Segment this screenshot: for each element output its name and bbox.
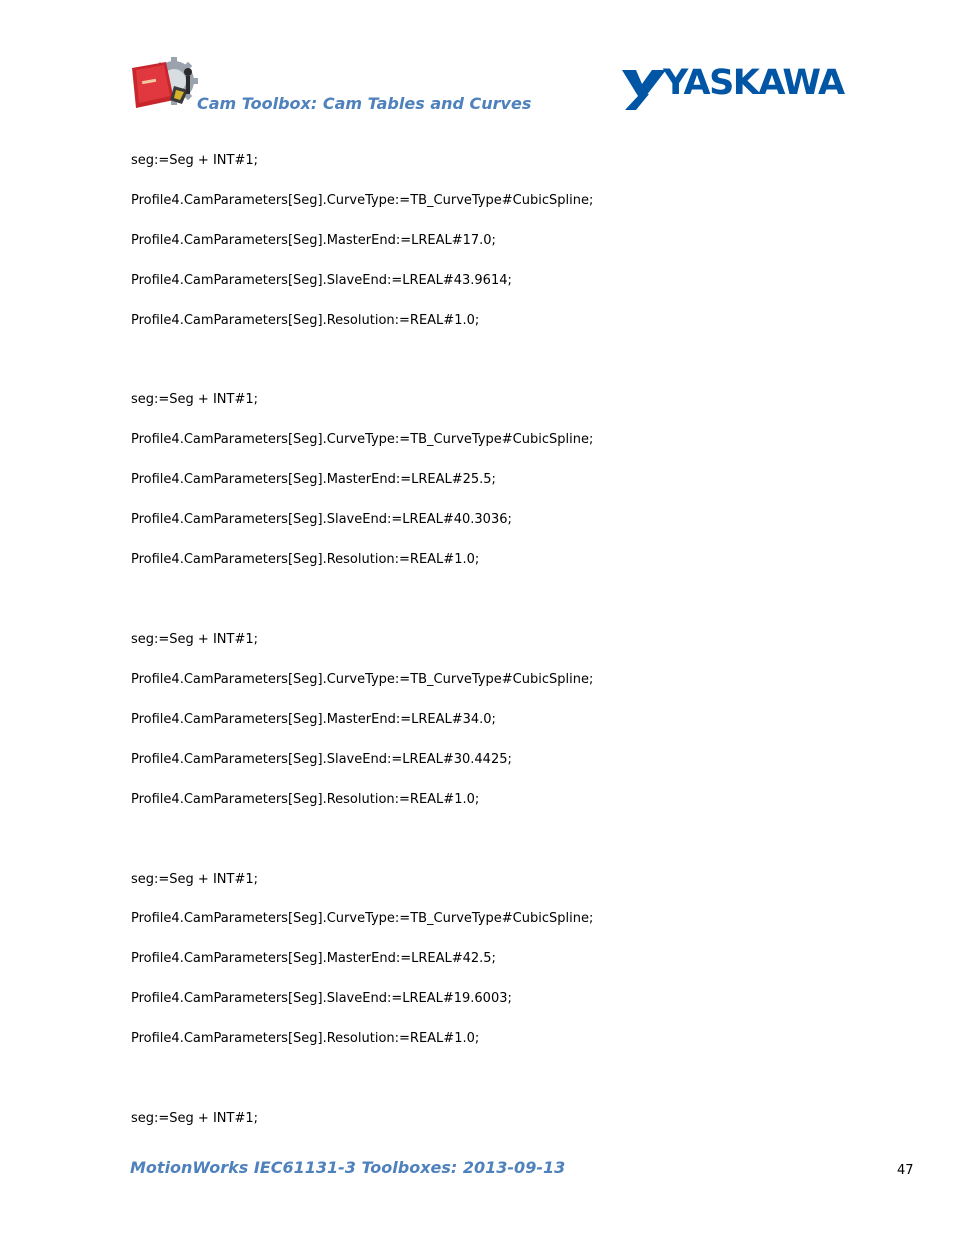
- code-line: Profile4.CamParameters[Seg].MasterEnd:=LREAL#25.5;: [131, 472, 496, 487]
- code-line: Profile4.CamParameters[Seg].SlaveEnd:=LREAL#19.6003;: [131, 991, 512, 1006]
- yaskawa-wordmark: YASKAWA: [663, 63, 844, 103]
- code-line: Profile4.CamParameters[Seg].CurveType:=TB_CurveType#CubicSpline;: [131, 193, 594, 208]
- code-line: seg:=Seg + INT#1;: [131, 872, 258, 887]
- code-line: Profile4.CamParameters[Seg].MasterEnd:=LREAL#17.0;: [131, 233, 496, 248]
- code-line: Profile4.CamParameters[Seg].CurveType:=TB_CurveType#CubicSpline;: [131, 432, 594, 447]
- code-line: Profile4.CamParameters[Seg].Resolution:=REAL#1.0;: [131, 313, 480, 328]
- code-line: Profile4.CamParameters[Seg].SlaveEnd:=LREAL#30.4425;: [131, 752, 512, 767]
- code-line: Profile4.CamParameters[Seg].SlaveEnd:=LREAL#40.3036;: [131, 512, 512, 527]
- page-number: 47: [897, 1163, 914, 1178]
- code-line: seg:=Seg + INT#1;: [131, 392, 258, 407]
- footer-title: MotionWorks IEC61131-3 Toolboxes: 2013-09-13: [130, 1158, 566, 1177]
- code-line: Profile4.CamParameters[Seg].MasterEnd:=LREAL#34.0;: [131, 712, 496, 727]
- code-line: Profile4.CamParameters[Seg].CurveType:=TB_CurveType#CubicSpline;: [131, 672, 594, 687]
- code-line: Profile4.CamParameters[Seg].Resolution:=REAL#1.0;: [131, 1031, 480, 1046]
- code-line: seg:=Seg + INT#1;: [131, 632, 258, 647]
- toolbox-logo: [130, 56, 200, 114]
- code-line: Profile4.CamParameters[Seg].SlaveEnd:=LREAL#43.9614;: [131, 273, 512, 288]
- code-line: Profile4.CamParameters[Seg].CurveType:=TB_CurveType#CubicSpline;: [131, 911, 594, 926]
- code-line: Profile4.CamParameters[Seg].Resolution:=REAL#1.0;: [131, 792, 480, 807]
- code-line: Profile4.CamParameters[Seg].MasterEnd:=LREAL#42.5;: [131, 951, 496, 966]
- code-line: Profile4.CamParameters[Seg].Resolution:=REAL#1.0;: [131, 552, 480, 567]
- code-line: seg:=Seg + INT#1;: [131, 153, 258, 168]
- code-line: seg:=Seg + INT#1;: [131, 1111, 258, 1126]
- header-title: Cam Toolbox: Cam Tables and Curves: [197, 94, 532, 113]
